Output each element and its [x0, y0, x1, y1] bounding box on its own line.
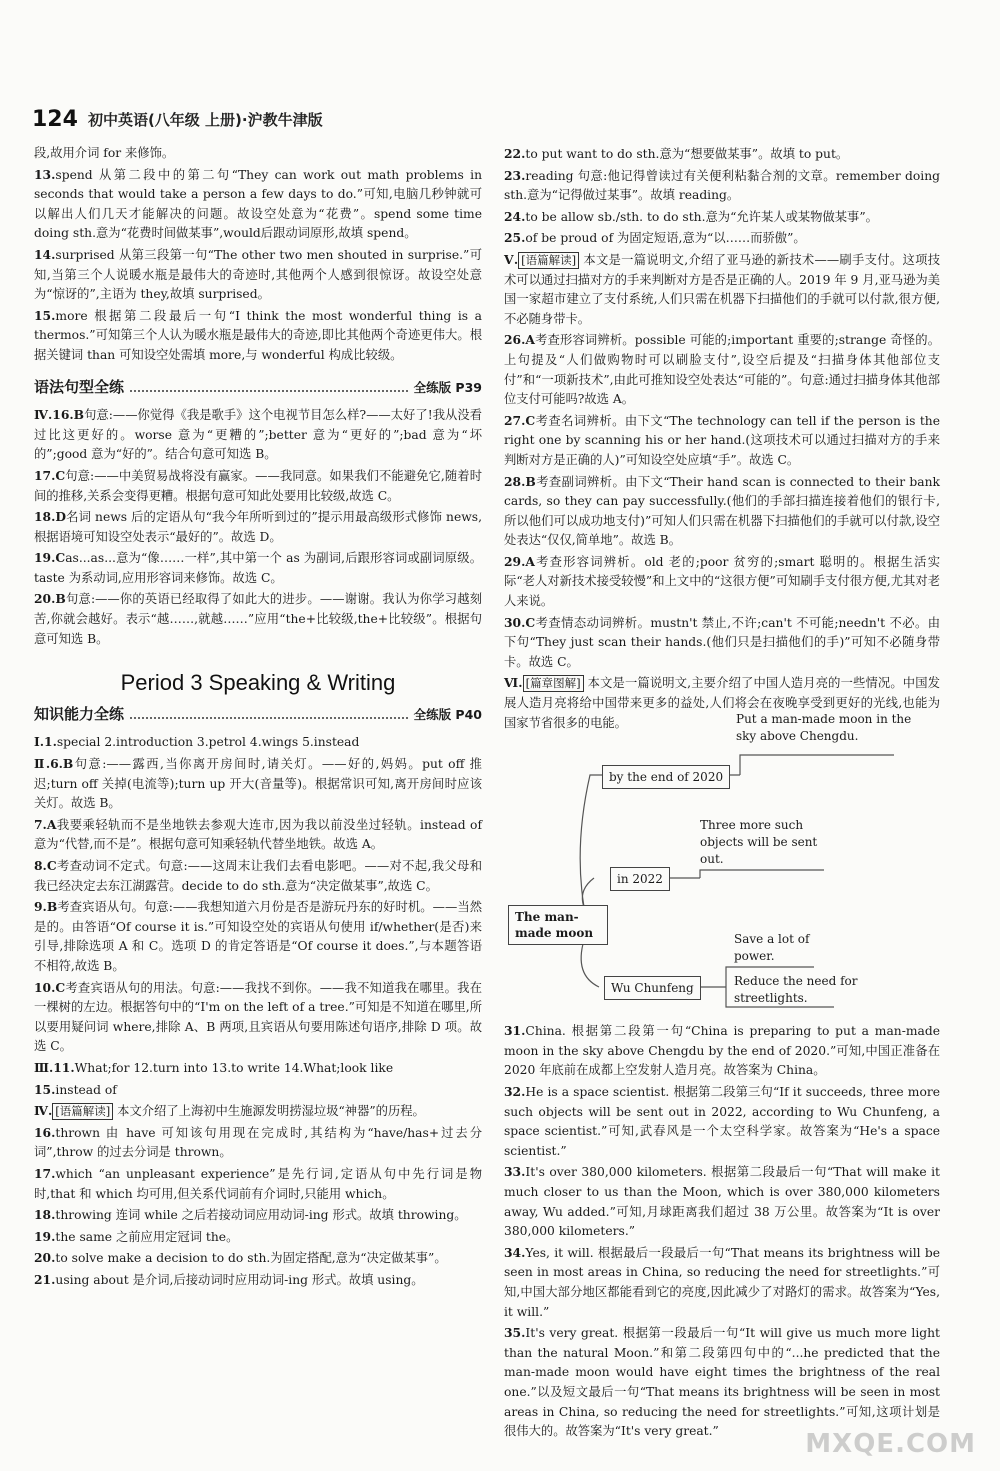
connector-line	[582, 878, 594, 907]
answer-text: Yes, it will. 根据最后一段最后一句“That means its brightness will be seen in most areas in China, so reducing the need for streetlights.”可知,中国大部分地区都能看到它的亮度,因此减少了对路灯的需求。故答案为“Yes, it will.”	[504, 1245, 940, 1319]
answer-text: 本文介绍了上海初中生施源发明捞湿垃圾“神器”的历程。	[117, 1104, 425, 1119]
answer-text: to solve make a decision to do sth.为固定搭配,意为“决定做某事”。	[55, 1251, 447, 1266]
answer-number: Ⅰ.1.	[34, 734, 57, 750]
answer-item	[34, 507, 482, 547]
answer-number: 24.	[504, 208, 526, 224]
answer-item	[504, 1243, 940, 1322]
answer-number: 15.	[34, 1081, 56, 1097]
answer-list	[34, 405, 482, 649]
answer-text: 考查宾语从句。句意:——我想知道六月份是否是游玩丹东的好时机。——当然是的。由答语“Of course it is.”可知设空处的宾语从句使用 if/whether(是否)来引导,排除选项 A 和 C。选项 D 的肯定答语是“Of course it does.”,与本题答语不相符,故选 B。	[34, 900, 482, 973]
answer-number: Ⅴ.	[504, 251, 519, 267]
answer-number: 32.	[504, 1084, 526, 1099]
connector-line	[740, 755, 894, 775]
answer-number: Ⅳ.	[34, 1103, 53, 1119]
answer-item	[34, 1101, 482, 1122]
answer-number: 10.C	[34, 979, 66, 995]
answer-text: 考查动词不定式。句意:——这周末让我们去看电影吧。——对不起,我父母和我已经决定去东江湖露营。decide to do sth.意为“决定做某事”,故选 C。	[34, 859, 482, 893]
answer-item	[504, 613, 940, 673]
answer-list	[34, 732, 482, 1290]
answer-item	[504, 1021, 940, 1081]
answer-item	[34, 856, 482, 896]
mind-map-branch-text: Save a lot of power.	[734, 932, 810, 964]
answer-text: using about 是介词,后接动词时应用动词-ing 形式。故填 using。	[55, 1272, 424, 1287]
section-tag: [语篇解读]	[518, 252, 579, 269]
answer-text: spend 从第二段中的第二句“They can work out math problems in seconds that would take a person a few days to do.”可知,电脑几秒钟就可以解出人们几天才能解决的问题。故设空处意为“花费”。spend some time doing sth.意为“花费时间做某事”,would后跟动词原形,故填 spend。	[34, 167, 482, 241]
section-heading	[34, 705, 482, 725]
answer-list	[34, 165, 482, 366]
answer-item	[34, 1080, 482, 1101]
answer-text: 考查名词辨析。由下文“The technology can tell if the person is the right one by scanning his or her hand.(这项技术可以通过扫描对方的手来判断对方是正确的人)”可知设空处应填“手”。故选 C。	[504, 413, 940, 467]
dotted-leader	[130, 717, 408, 719]
right-column	[504, 144, 940, 1443]
section-title: 知识能力全练	[34, 704, 125, 723]
answer-item	[34, 1270, 482, 1291]
answer-item	[34, 405, 482, 465]
answer-text: He is a space scientist. 根据第二段第三句“If it succeeds, three more such objects will be sent out in 2022, according to Wu Chunfeng, a space scientist.”可知,武春风是一个太空科学家。故答案为“He's a space scientist.”	[504, 1085, 940, 1158]
answer-number: 19.	[34, 1228, 56, 1244]
answer-text: to be allow sb./sth. to do sth.意为“允许某人或某物做某事”。	[525, 209, 878, 224]
mind-map-branch-label: by the end of 2020	[602, 765, 730, 789]
answer-text: reading 句意:他记得曾读过有关便利粘黏合剂的文章。remember doing sth.意为“记得做过某事”。故填 reading。	[504, 168, 940, 203]
answer-number: 19.C	[34, 550, 66, 566]
answer-item	[34, 1058, 482, 1079]
answer-text: 考查副词辨析。由下文“Their hand scan is connected to their bank cards, so they can pay successfully.(他们的手部扫描连接着他们的银行卡,所以他们可以成功地支付)”可知人们只需在机器下扫描他们的手就可以付款,设空处表达“仅仅,简单地”。故选 B。	[504, 474, 940, 548]
answer-text: 句意:——中美贸易战将没有赢家。——我同意。如果我们不能避免它,随着时间的推移,关系会变得更糟。根据句意可知此处要用比较级,故选 C。	[34, 468, 482, 503]
answer-number: 17.	[34, 1165, 56, 1181]
intro-line: 段,故用介词 for 来修饰。	[34, 146, 175, 160]
book-title: 初中英语(八年级 上册)·沪教牛津版	[87, 111, 323, 129]
answer-text: It's over 380,000 kilometers. 根据第二段最后一句“That will make it much closer to us than the Moon, which is over 380,000 kilometers away, Wu added.”可知,月球距离我们超过 38 万公里。故答案为“It is over 380,000 kilometers.”	[504, 1165, 940, 1239]
answer-text: China. 根据第二段第一句“China is preparing to put a man-made moon in the sky above Chengdu by the end of 2020.”可知,中国正准备在 2020 年底前在成都上空发射人造月亮。故答案为 China。	[504, 1024, 940, 1078]
answer-number: 21.	[34, 1271, 56, 1287]
answer-item	[34, 589, 482, 649]
answer-text: surprised 从第三段第一句“The other two men shouted in surprise.”可知,当第三个人说暖水瓶是最伟大的奇迹时,其他两个人感到很惊讶。故设空处意为“惊讶的”,主语为 they,故填 surprised。	[34, 247, 482, 302]
answer-number: 20.B	[34, 591, 66, 607]
answer-text: which “an unpleasant experience”是先行词,定语从句中先行词是物时,that 和 which 均可用,但关系代词前有介词时,只能用 which。	[34, 1166, 482, 1201]
connector-line	[700, 870, 824, 878]
answer-item	[34, 306, 482, 366]
answer-number: 16.	[34, 1124, 56, 1140]
answer-text: 句意:——你的英语已经取得了如此大的进步。——谢谢。我认为你学习越刻苦,你就会越好。表示“越……,就越……”应用“the+比较级,the+比较级”。根据句意可知选 B。	[34, 592, 482, 646]
answer-number: 26.A	[504, 332, 535, 348]
answer-item	[504, 552, 940, 612]
answer-text: 句意:——露西,当你离开房间时,请关灯。——好的,妈妈。put off 推迟;turn off 关掉(电流等);turn up 开大(音量等)。根据常识可知,离开房间时应该关灯。故选 B。	[34, 757, 482, 811]
answer-number: 8.C	[34, 858, 57, 873]
mind-map-branch-label: in 2022	[610, 867, 670, 891]
answer-item	[504, 250, 940, 329]
answer-number: 22.	[504, 146, 526, 161]
answer-list	[504, 144, 940, 733]
answer-item	[34, 897, 482, 976]
answer-item	[34, 978, 482, 1057]
answer-item	[504, 207, 940, 228]
answer-number: 34.	[504, 1244, 526, 1260]
answer-number: 13.	[34, 166, 56, 182]
answer-number: 25.	[504, 230, 526, 246]
answer-text: 本文是一篇说明文,介绍了亚马逊的新技术——刷手支付。这项技术可以通过扫描对方的手来判断对方是否是正确的人。2019 年 9 月,亚马逊为美国一家超市建立了支付系统,人们只需在机器下扫描他们的手就可以付款,很方便,不必随身带卡。	[504, 252, 940, 326]
connector-line	[580, 775, 604, 907]
answer-item	[504, 411, 940, 471]
answer-item	[504, 144, 940, 165]
answer-item	[34, 1164, 482, 1204]
answer-number: 9.B	[34, 899, 58, 915]
answer-item	[504, 330, 940, 409]
answer-number: 28.B	[504, 473, 536, 489]
connector-line	[581, 940, 599, 987]
answer-item	[504, 472, 940, 551]
answer-text: 我要乘轻轨而不是坐地铁去参观大连市,因为我以前没坐过轻轨。instead of 意为“代替,而不是”。根据句意可知乘轻轨代替坐地铁。故选 A。	[34, 817, 482, 852]
answer-text: to put want to do sth.意为“想要做某事”。故填 to put。	[525, 147, 849, 161]
section-ref: 全练版 P39	[413, 379, 482, 395]
answer-item	[504, 1323, 940, 1442]
watermark-logo: MXQE.COM	[805, 1429, 976, 1459]
section-tag: [篇章图解]	[523, 675, 584, 692]
answer-number: 35.	[504, 1325, 526, 1341]
dotted-leader	[130, 390, 408, 392]
answer-number: 18.	[34, 1207, 56, 1223]
answer-number: 33.	[504, 1164, 526, 1180]
answer-number: 20.	[34, 1250, 56, 1266]
answer-number: 18.D	[34, 509, 67, 525]
answer-number: Ⅳ.16.B	[34, 407, 85, 423]
answer-text: special 2.introduction 3.petrol 4.wings 5.instead	[56, 735, 360, 750]
answer-item	[504, 1082, 940, 1161]
answer-item	[34, 466, 482, 506]
answer-number: 29.A	[504, 553, 535, 569]
mind-map-center: The man-made moon	[508, 905, 608, 945]
answer-number: 17.C	[34, 467, 66, 483]
answer-number: 30.C	[504, 614, 536, 630]
section-title: 语法句型全练	[34, 377, 125, 396]
answer-item	[34, 1227, 482, 1248]
answer-item	[504, 228, 940, 249]
mind-map-branch-label: Wu Chunfeng	[604, 976, 701, 1000]
answer-item	[34, 815, 482, 855]
answer-item	[504, 1162, 940, 1241]
answer-text: instead of	[55, 1082, 117, 1097]
mind-map-branch-text: Put a man-made moon in the sky above Chengdu.	[736, 712, 912, 744]
answer-item	[34, 1123, 482, 1163]
answer-text: 考查形容词辨析。possible 可能的;important 重要的;strange 奇怪的。上句提及“人们做购物时可以刷脸支付”,设空后提及“扫描身体其他部位支付”和“一项新技术”,由此可推知设空处表达“可能的”。句意:通过扫描身体其他部位支付可能吗?故选 A。	[504, 333, 940, 407]
period-title: Period 3 Speaking & Writing	[120, 670, 396, 696]
answer-text: 考查情态动词辨析。mustn't 禁止,不许;can't 不可能;needn't 不必。由下句“They just scan their hands.(他们只是扫描他们的手)”可知不必随身带卡。故选 C。	[504, 615, 940, 669]
answer-text: 本文是一篇说明文,主要介绍了中国人造月亮的一些情况。中国发展人造月亮将给中国带来更多的益处,人们将会在夜晚享受到更好的光线,也能为国家节省很多的电能。	[504, 676, 940, 730]
answer-item	[34, 245, 482, 305]
left-column	[34, 144, 482, 1291]
answer-number: 15.	[34, 307, 56, 323]
answer-text: as...as...意为“像……一样”,其中第一个 as 为副词,后跟形容词或副词原级。taste 为系动词,应用形容词来修饰。故选 C。	[34, 551, 482, 585]
answer-text: What;for 12.turn into 13.to write 14.What;look like	[74, 1060, 394, 1075]
answer-text: the same 之前应用定冠词 the。	[55, 1229, 239, 1244]
section-heading	[34, 378, 482, 398]
page-number: 124	[32, 107, 78, 132]
answer-number: Ⅲ.11.	[34, 1059, 75, 1075]
answer-number: 31.	[504, 1023, 526, 1039]
answer-item	[34, 548, 482, 588]
answer-text: It's very great. 根据第一段最后一句“It will give us much more light than the natural Moon.”和第二段第四句中的“...he predicted that the man-made moon would have eight times the brightness of the real one.”以及短文最后一句“That means its brightness will be seen in most areas in China, so reducing the need for streetlights.”可知,这项计划是很伟大的。故答案为“It's very great.”	[504, 1326, 940, 1439]
mind-map-branch-text: Three more such objects will be sent out.	[700, 818, 818, 867]
answer-text: throwing 连词 while 之后若接动词应用动词-ing 形式。故填 throwing。	[55, 1208, 467, 1223]
answer-number: 14.	[34, 246, 56, 262]
page-header	[32, 98, 972, 132]
answer-number: 7.A	[34, 816, 57, 832]
mind-map-diagram	[504, 712, 940, 1015]
mind-map-branch-text: Reduce the need for streetlights.	[734, 974, 858, 1006]
answer-number: 27.C	[504, 412, 536, 428]
answer-text: 考查形容词辨析。old 老的;poor 贫穷的;smart 聪明的。根据生活实际“老人对新技术接受较慢”和上文中的“这很方便”可知刷手支付很方便,尤其对老人来说。	[504, 554, 940, 609]
section-ref: 全练版 P40	[413, 706, 482, 722]
answer-number: 23.	[504, 167, 526, 183]
answer-list	[504, 1021, 940, 1441]
answer-item	[34, 1248, 482, 1269]
answer-text: 名词 news 后的定语从句“我今年所听到过的”提示用最高级形式修饰 news,根据语境可知设空处表示“最好的”。故选 D。	[34, 510, 482, 544]
answer-text: 考查宾语从句的用法。句意:——我找不到你。——我不知道我在哪里。我在一棵树的左边。根据答句中的“I'm on the left of a tree.”可知是不知道在哪里,所以要用疑问词 where,排除 A、B 两项,且宾语从句要用陈述句语序,排除 D 项。故选 C。	[34, 980, 482, 1054]
answer-item	[34, 754, 482, 814]
answer-item	[504, 166, 940, 206]
answer-number: Ⅵ.	[504, 675, 523, 691]
answer-item	[34, 165, 482, 244]
answer-text: 句意:——你觉得《我是歌手》这个电视节目怎么样?——太好了!我从没看过比这更好的。worse 意为“更糟的”;better 意为“更好的”;bad 意为“坏的”;good 意为“好的”。结合句意可知选 B。	[34, 408, 482, 462]
answer-item	[34, 732, 482, 753]
answer-text: more 根据第二段最后一句“I think the most wonderful thing is a thermos.”可知第三个人认为暖水瓶是最伟大的奇迹,即比其他两个奇迹更伟大。根据关键词 than 可知设空处需填 more,与 wonderful 构成比较级。	[34, 308, 482, 362]
answer-text: thrown 由 have 可知该句用现在完成时,其结构为“have/has+过去分词”,throw 的过去分词是 thrown。	[34, 1125, 482, 1160]
section-tag: [语篇解读]	[52, 1103, 113, 1120]
answer-number: Ⅱ.6.B	[34, 756, 74, 772]
answer-item	[34, 1205, 482, 1226]
answer-text: of be proud of 为固定短语,意为“以……而骄傲”。	[525, 231, 806, 246]
